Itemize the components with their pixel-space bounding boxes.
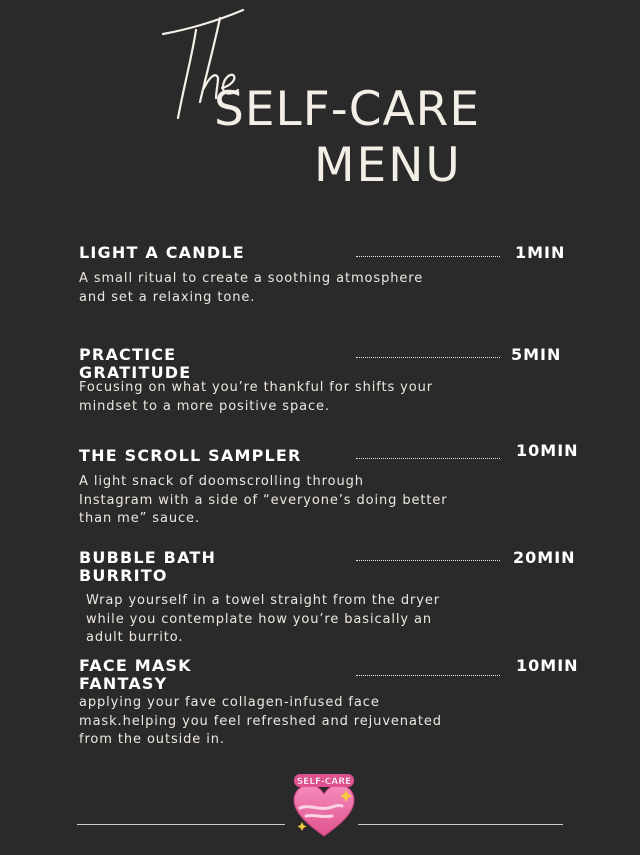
dotted-leader [356,256,500,257]
menu-item-name: BUBBLE BATH BURRITO [79,548,217,585]
menu-item-time: 10MIN [516,656,579,675]
dotted-leader [356,357,500,358]
menu-item-time: 20MIN [513,548,576,567]
heart-hug-icon [288,770,360,840]
menu-item-name: LIGHT A CANDLE [79,243,245,262]
dotted-leader [356,458,500,459]
menu-item-description: applying your fave collagen-infused face mask.helping you feel refreshed and rejuvenated from the outside in. [79,695,442,747]
svg-text:SELF-CARE: SELF-CARE [296,777,352,787]
menu-item-time: 1MIN [515,243,566,262]
footer-divider-left [77,824,285,825]
menu-item-time: 5MIN [511,345,562,364]
menu-item-description: Focusing on what you’re thankful for shifts your mindset to a more positive space. [79,380,434,414]
footer-divider-right [358,824,563,825]
menu-item-name: FACE MASK FANTASY [79,656,192,693]
menu-item-description: Wrap yourself in a towel straight from the dryer while you contemplate how you’re basically an adult burrito. [86,593,440,645]
dotted-leader [356,560,500,561]
title-menu: MENU [314,138,462,193]
menu-item-description: A small ritual to create a soothing atmosphere and set a relaxing tone. [79,271,424,305]
title-self-care: SELF-CARE [214,82,481,137]
menu-item-name: PRACTICE GRATITUDE [79,345,192,382]
menu-item-name: THE SCROLL SAMPLER [79,446,302,465]
menu-item-description: A light snack of doomscrolling through Instagram with a side of “everyone’s doing better than me” sauce. [79,474,448,526]
dotted-leader [356,675,500,676]
menu-item-time: 10MIN [516,441,579,460]
